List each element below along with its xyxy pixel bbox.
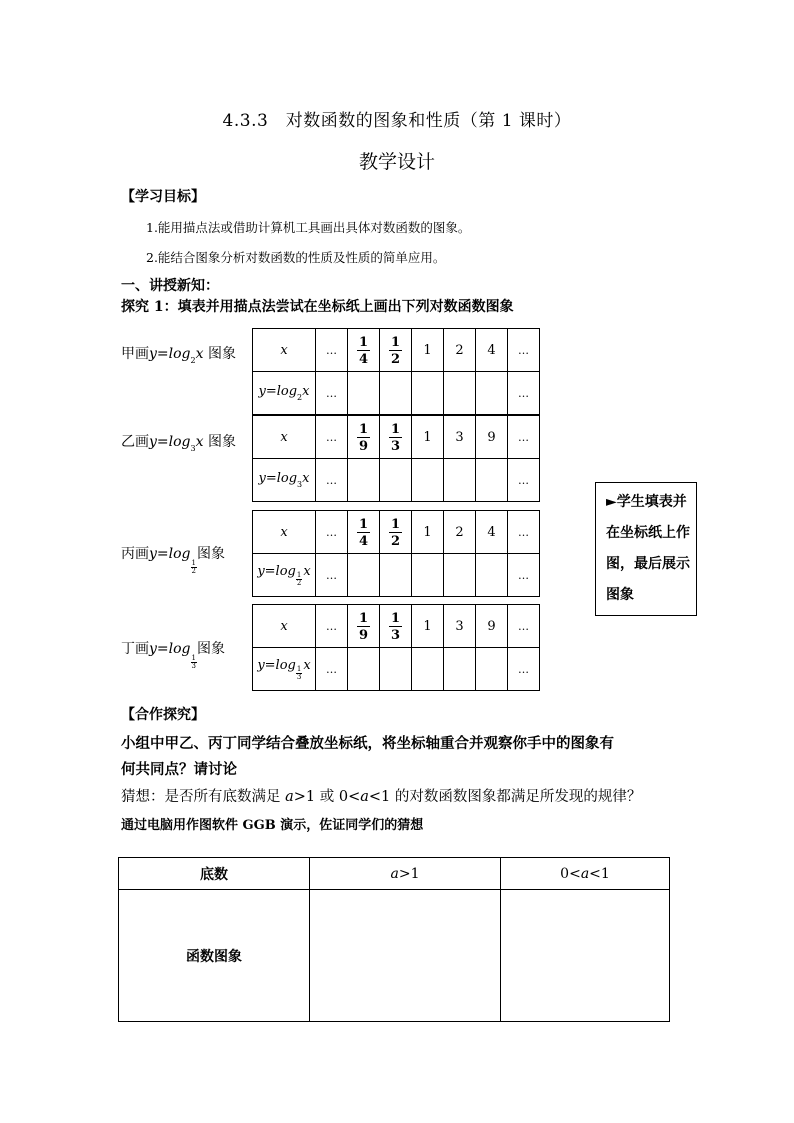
blank-cell[interactable] [412,554,444,597]
blank-cell[interactable] [444,372,476,415]
base-comparison-table [118,857,670,1022]
row-y-label: $y=\log_2x$ [253,372,316,415]
blank-cell[interactable] [380,648,412,691]
graph-cell-a-gt-1[interactable] [310,890,501,1022]
blank-cell[interactable] [348,554,380,597]
page-title: 4.3.3 对数函数的图象和性质（第 1 课时） [222,111,572,131]
blank-cell[interactable] [380,554,412,597]
value-table-2: x … $\frac{1}{9}$ $\frac{1}{3}$ 1 3 9 … $y=\log_3x$ … … [252,415,540,502]
blank-cell[interactable] [444,554,476,597]
value-table-3: x … $\frac{1}{4}$ $\frac{1}{2}$ 1 2 4 … y=log $\frac{1}{2}$ x … … [252,510,540,597]
table4-label: 丁画y=log $\frac{1}{3}$ 图象 [121,641,225,670]
guess-text: 猜想：是否所有底数满足 a>1 或 0<a<1 的对数函数图象都满足所发现的规律？ [121,789,642,805]
blank-cell[interactable] [476,372,508,415]
goal-item-1: 1.能用描点法或借助计算机工具画出具体对数函数的图象。 [146,220,471,235]
goals-heading: 【学习目标】 [121,189,205,205]
section1-heading: 一、讲授新知： [121,278,219,294]
table3-label: 丙画y=log $\frac{1}{2}$ 图象 [121,546,225,575]
blank-cell[interactable] [444,459,476,502]
value-table-4: x … $\frac{1}{9}$ $\frac{1}{3}$ 1 3 9 … y=log $\frac{1}{3}$ x … … [252,604,540,691]
page-subtitle: 教学设计 [358,151,435,173]
note-text: 学生填表并在坐标纸上作图，最后展示图象 [606,494,690,603]
col-header-a-lt-1: 0<a<1 [501,858,670,890]
coop-heading: 【合作探究】 [121,707,205,723]
blank-cell[interactable] [348,459,380,502]
blank-cell[interactable] [412,459,444,502]
row-x-label: x [253,329,316,372]
coop-para-line2: 何共同点？请讨论 [121,761,237,778]
blank-cell[interactable] [476,554,508,597]
goal-item-2: 2.能结合图象分析对数函数的性质及性质的简单应用。 [146,250,446,265]
verify-text: 通过电脑用作图软件 GGB 演示，佐证同学们的猜想 [121,818,424,833]
blank-cell[interactable] [412,648,444,691]
blank-cell[interactable] [476,648,508,691]
blank-cell[interactable] [444,648,476,691]
graph-cell-a-lt-1[interactable] [501,890,670,1022]
explore-1-text: 探究 1：填表并用描点法尝试在坐标纸上画出下列对数函数图象 [121,299,514,315]
blank-cell[interactable] [348,648,380,691]
blank-cell[interactable] [380,459,412,502]
col-header-base: 底数 [119,858,310,890]
coop-para-line1: 小组中甲乙、丙丁同学结合叠放坐标纸，将坐标轴重合并观察你手中的图象有 [121,735,614,752]
teacher-note-box [595,482,697,616]
blank-cell[interactable] [476,459,508,502]
col-header-a-gt-1: a>1 [310,858,501,890]
row-label-graph: 函数图象 [119,890,310,1022]
value-table-1: x … $\frac{1}{4}$ $\frac{1}{2}$ 1 2 4 … $y=\log_2x$ … … [252,328,540,415]
table2-label: 乙画$y=\log_3x$ 图象 [121,434,236,453]
blank-cell[interactable] [412,372,444,415]
blank-cell[interactable] [348,372,380,415]
table1-label: 甲画$y=\log_2x$ 图象 [121,346,236,365]
arrow-icon: ► [606,494,617,510]
blank-cell[interactable] [380,372,412,415]
